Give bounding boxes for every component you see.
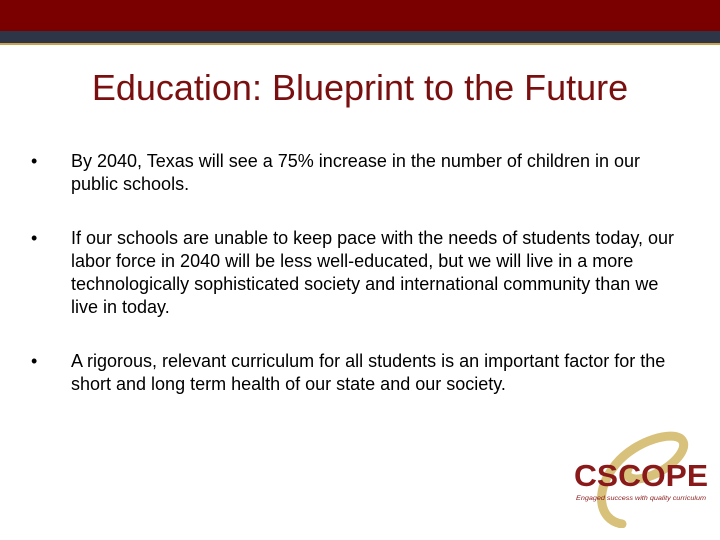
logo-tagline: Engaged success with quality curriculum [576, 495, 707, 502]
bullet-list [31, 150, 681, 427]
bullet-marker: • [31, 151, 38, 171]
accent-line [0, 43, 720, 45]
bullet-text: A rigorous, relevant curriculum for all students is an important factor for the short and long term health of our state and our society. [71, 351, 666, 394]
bullet-text: By 2040, Texas will see a 75% increase in the number of children in our public schools. [71, 151, 640, 194]
cscope-logo [570, 428, 712, 528]
top-band [0, 0, 720, 31]
bullet-text: If our schools are unable to keep pace with the needs of students today, our labor force in 2040 will be less well-educated, but we will live in a more technologically sophisticated society and international community than we live in today. [71, 228, 675, 317]
bullet-item [31, 150, 681, 196]
logo-wordmark: CSCOPE [574, 458, 708, 493]
bullet-item [31, 350, 681, 396]
slide-title: Education: Blueprint to the Future [91, 67, 629, 108]
bullet-marker: • [31, 351, 38, 371]
bullet-marker: • [31, 228, 38, 248]
middle-band [0, 31, 720, 43]
bullet-item [31, 227, 681, 319]
